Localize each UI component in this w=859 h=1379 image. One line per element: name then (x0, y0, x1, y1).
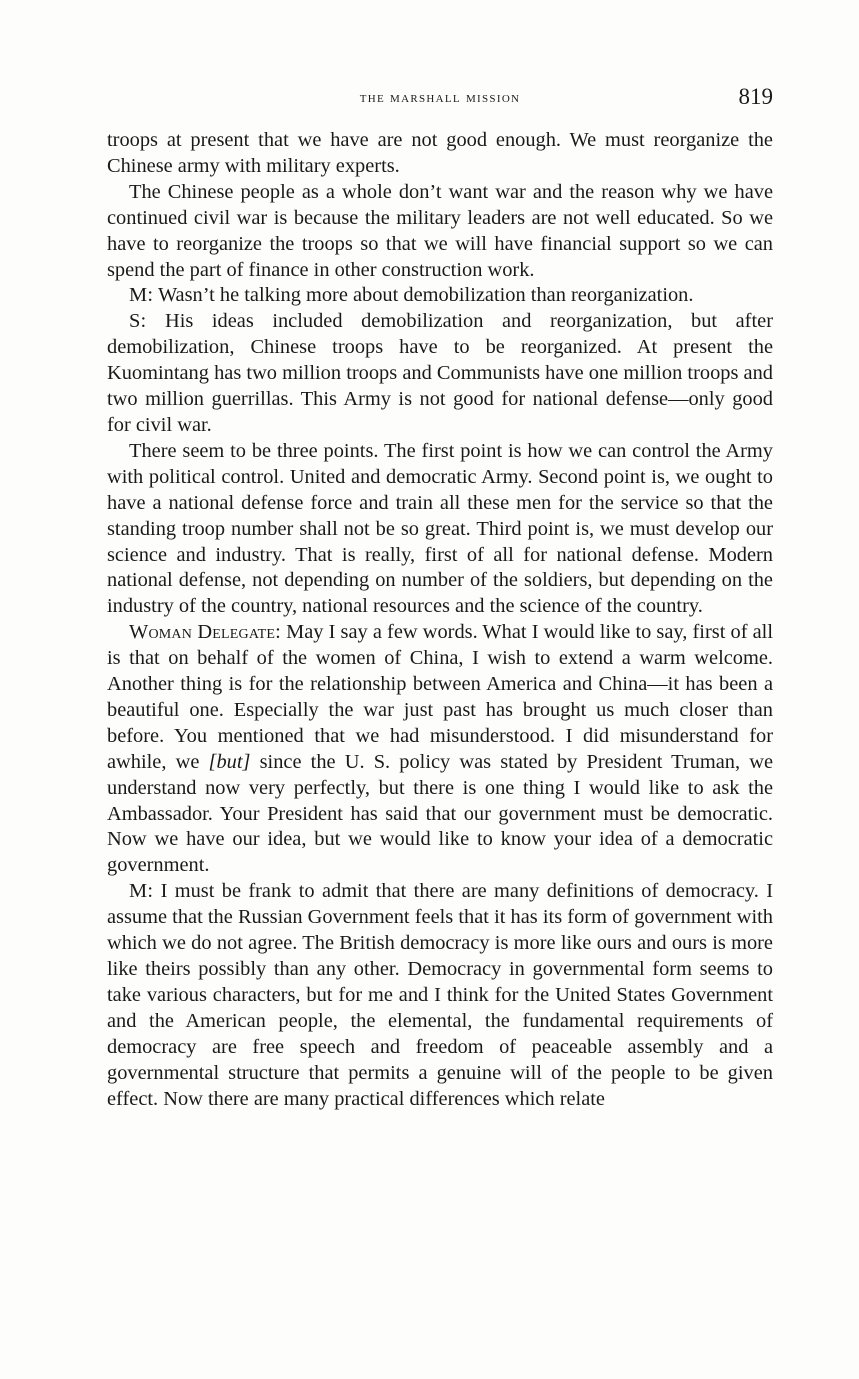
paragraph-text: troops at present that we have are not good enough. We must reorganize the Chinese army with military experts. (107, 129, 773, 177)
paragraph (107, 879, 773, 1112)
speaker-label: S: (129, 310, 147, 333)
paragraph-text: May I say a few words. What I would like to say, first of all is that on behalf of the women of China, I wish to extend a warm welcome. Another thing is for the relationship between America and China—it has been a beautiful one. Especially the war just past has brought us much closer than before. You mentioned that we had misunderstood. I did misunderstand for awhile, we (107, 621, 773, 773)
paragraph-text: His ideas included demobilization and reorganization, but after demobilization, Chinese troops have to be reorganized. At present the Kuomintang has two million troops and Communists have one million troops and two million guerrillas. This Army is not good for national defense—only good for civil war. (107, 310, 773, 436)
speaker-label: M: (129, 284, 154, 307)
running-head (107, 84, 773, 114)
speaker-label: Woman Delegate: (129, 621, 281, 644)
paragraph (107, 620, 773, 879)
paragraph-text: Wasn’t he talking more about demobilization than reorganization. (157, 284, 694, 307)
paragraph (107, 180, 773, 284)
page-number: 819 (738, 84, 773, 109)
paragraph (107, 128, 773, 180)
editorial-insertion: [but] (208, 750, 251, 773)
paragraph-text: There seem to be three points. The first point is how we can control the Army with political control. United and democratic Army. Second point is, we ought to have a national defense force and train all these men for the service so that the standing troop number shall not be so great. Third point is, we must develop our science and industry. That is really, first of all for national defense. Modern national defense, not depending on number of the soldiers, but depending on the industry of the country, national resources and the science of the country. (107, 439, 773, 618)
running-title: the marshall mission (359, 90, 521, 106)
paragraph (107, 283, 773, 309)
paragraph-text: since the U. S. policy was stated by President Truman, we understand now very perfectly, but there is one thing I would like to ask the Ambassador. Your President has said that our government must be democratic. Now we have our idea, but we would like to know your idea of a democratic government. (107, 750, 773, 877)
paragraph (107, 309, 773, 439)
paragraph (107, 439, 773, 620)
body-text (107, 128, 773, 1112)
paragraph-text: The Chinese people as a whole don’t want war and the reason why we have continued civil war is because the military leaders are not well educated. So we have to reorganize the troops so that we will have financial support so we can spend the part of finance in other construction work. (107, 180, 773, 281)
paragraph-text: I must be frank to admit that there are many definitions of democracy. I assume that the Russian Government feels that it has its form of government with which we do not agree. The British democracy is more like ours and ours is more like theirs possibly than any other. Democracy in governmental form seems to take various characters, but for me and I think for the United States Government and the American people, the elemental, the fundamental requirements of democracy are free speech and freedom of peaceable assembly and a governmental structure that permits a genuine will of the people to be given effect. Now there are many practical differences which relate (107, 880, 773, 1110)
speaker-label: M: (129, 880, 154, 903)
